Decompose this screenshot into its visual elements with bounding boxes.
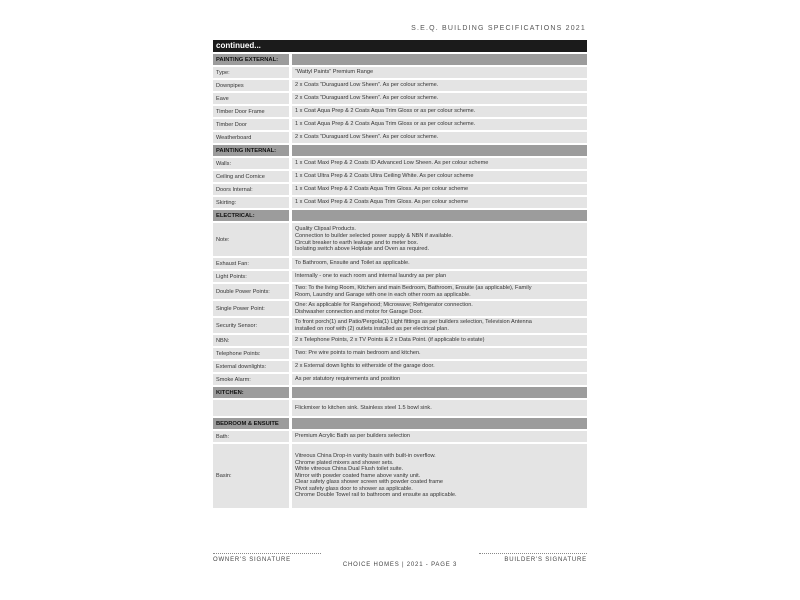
spec-row — [213, 444, 587, 508]
spec-label: Skirting: — [213, 197, 289, 208]
continued-heading: continued... — [213, 40, 587, 52]
spec-value-line: installed on roof with (2) outlets installed as per electrical plan. — [295, 325, 449, 332]
spec-value-line: 2 x Coats “Duraguard Low Sheen”. As per colour scheme. — [295, 134, 439, 141]
spec-label: Single Power Point: — [213, 301, 289, 316]
spec-row — [213, 80, 587, 91]
spec-value-line: Mirror with powder coated frame above vanity unit. — [295, 472, 421, 479]
spec-value-line: As per statutory requirements and position — [295, 376, 401, 383]
spec-value-line: 1 x Coat Maxi Prep & 2 Coats ID Advanced Low Sheen. As per colour scheme — [295, 160, 489, 167]
section-header — [213, 387, 587, 398]
document-header-title: S.E.Q. BUILDING SPECIFICATIONS 2021 — [411, 25, 586, 32]
spec-row — [213, 119, 587, 130]
section-header-fill — [292, 145, 587, 156]
spec-row — [213, 400, 587, 416]
spec-label: Basin: — [213, 444, 289, 508]
spec-row — [213, 271, 587, 282]
spec-value-line: 1 x Coat Aqua Prep & 2 Coats Aqua Trim Gloss or as per colour scheme. — [295, 121, 476, 128]
spec-value-line: 1 x Coat Aqua Prep & 2 Coats Aqua Trim Gloss or as per colour scheme. — [295, 108, 476, 115]
spec-value-line: 2 x External down lights to eitherside of the garage door. — [295, 363, 435, 370]
spec-value — [292, 158, 587, 169]
spec-value — [292, 284, 587, 299]
section-header-fill — [292, 387, 587, 398]
spec-label: Light Points: — [213, 271, 289, 282]
spec-value — [292, 271, 587, 282]
section-header — [213, 210, 587, 221]
spec-label: Exhaust Fan: — [213, 258, 289, 269]
builder-signature-line: BUILDER'S SIGNATURE — [479, 553, 587, 563]
spec-value-line: “Wattyl Paints” Premium Range — [295, 69, 374, 76]
spec-label: Note: — [213, 223, 289, 256]
spec-value — [292, 400, 587, 416]
spec-value-line: Circuit breaker to earth leakage and to meter box. — [295, 239, 419, 246]
spec-value-line: Premium Acrylic Bath as per builders selection — [295, 433, 411, 440]
spec-label: NBN: — [213, 335, 289, 346]
section-header-fill — [292, 54, 587, 65]
section-title: BEDROOM & ENSUITE — [213, 418, 289, 429]
spec-value — [292, 258, 587, 269]
spec-value-line: Internally - one to each room and internal laundry as per plan — [295, 273, 447, 280]
section-header — [213, 418, 587, 429]
spec-label: Double Power Points: — [213, 284, 289, 299]
spec-value — [292, 67, 587, 78]
page-footer — [213, 553, 587, 573]
spec-row — [213, 431, 587, 442]
spec-row — [213, 318, 587, 333]
spec-value — [292, 444, 587, 508]
spec-label: Telephone Points: — [213, 348, 289, 359]
spec-value — [292, 431, 587, 442]
spec-row — [213, 348, 587, 359]
section-title: PAINTING INTERNAL: — [213, 145, 289, 156]
spec-value-line: One: As applicable for Rangehood; Microwave; Refrigerator connection. — [295, 301, 473, 308]
spec-row — [213, 171, 587, 182]
section-title: ELECTRICAL: — [213, 210, 289, 221]
section-header-fill — [292, 210, 587, 221]
spec-row — [213, 374, 587, 385]
spec-row — [213, 335, 587, 346]
spec-label: Walls: — [213, 158, 289, 169]
spec-value — [292, 119, 587, 130]
spec-label: Timber Door — [213, 119, 289, 130]
spec-value — [292, 348, 587, 359]
section-title: PAINTING EXTERNAL: — [213, 54, 289, 65]
spec-label: Smoke Alarm: — [213, 374, 289, 385]
spec-value-line: Vitreous China Drop-in vanity basin with built-in overflow. — [295, 452, 436, 459]
spec-value — [292, 80, 587, 91]
spec-label: Ceiling and Cornice — [213, 171, 289, 182]
spec-value-line: 2 x Telephone Points, 2 x TV Points & 2 x Data Point. (if applicable to estate) — [295, 337, 485, 344]
spec-label: External downlights: — [213, 361, 289, 372]
spec-row — [213, 184, 587, 195]
spec-value-line: Pivot safety glass door to shower as applicable. — [295, 485, 413, 492]
spec-row — [213, 284, 587, 299]
spec-value-line: Isolating switch above Hotplate and Oven as required. — [295, 246, 430, 253]
spec-value-line: White vitreous China Dual Flush toilet suite. — [295, 466, 404, 473]
spec-row — [213, 106, 587, 117]
spec-value-line: Room, Laundry and Garage with one in each other room as applicable. — [295, 291, 471, 298]
spec-label — [213, 400, 289, 416]
section-title: KITCHEN: — [213, 387, 289, 398]
spec-value — [292, 197, 587, 208]
spec-value — [292, 223, 587, 256]
spec-value — [292, 301, 587, 316]
spec-value — [292, 184, 587, 195]
spec-label: Security Sensor: — [213, 318, 289, 333]
spec-row — [213, 197, 587, 208]
spec-value-line: Dishwasher connection and motor for Garage Door. — [295, 308, 423, 315]
spec-value-line: To Bathroom, Ensuite and Toilet as applicable. — [295, 260, 410, 267]
page-label: CHOICE HOMES | 2021 - PAGE 3 — [342, 562, 458, 568]
spec-row — [213, 93, 587, 104]
spec-label: Eave — [213, 93, 289, 104]
spec-label: Type: — [213, 67, 289, 78]
spec-value-line: Two: Pre wire points to main bedroom and kitchen. — [295, 350, 421, 357]
spec-value-line: 1 x Coat Maxi Prep & 2 Coats Aqua Trim Gloss. As per colour scheme — [295, 186, 469, 193]
spec-value — [292, 374, 587, 385]
spec-label: Bath: — [213, 431, 289, 442]
spec-row — [213, 132, 587, 143]
spec-value — [292, 132, 587, 143]
spec-value-line: Chrome Double Towel rail to bathroom and ensuite as applicable. — [295, 492, 457, 499]
spec-row — [213, 301, 587, 316]
spec-row — [213, 223, 587, 256]
spec-row — [213, 258, 587, 269]
spec-value — [292, 361, 587, 372]
spec-value — [292, 93, 587, 104]
spec-value-line: Chrome plated mixers and shower sets. — [295, 459, 394, 466]
spec-value — [292, 335, 587, 346]
spec-row — [213, 67, 587, 78]
spec-value — [292, 171, 587, 182]
spec-value-line: 1 x Coat Maxi Prep & 2 Coats Aqua Trim Gloss. As per colour scheme — [295, 199, 469, 206]
spec-row — [213, 361, 587, 372]
owner-signature-line: OWNER'S SIGNATURE — [213, 553, 321, 563]
spec-label: Doors Internal: — [213, 184, 289, 195]
spec-value — [292, 106, 587, 117]
spec-label: Timber Door Frame — [213, 106, 289, 117]
spec-value-line: 2 x Coats “Duraguard Low Sheen”. As per colour scheme. — [295, 95, 439, 102]
spec-value-line: To front porch(1) and Patio/Pergola(1) Light fittings as per builders selection, Television Antenna — [295, 318, 532, 325]
spec-value-line: Quality Clipsal Products. — [295, 226, 356, 233]
spec-value-line: Two: To the living Room, Kitchen and main Bedroom, Bathroom, Ensuite (as applicable), Family — [295, 284, 532, 291]
spec-value-line: Connection to builder selected power supply & NBN if available. — [295, 232, 453, 239]
section-header — [213, 54, 587, 65]
spec-value-line: 2 x Coats “Duraguard Low Sheen”. As per colour scheme. — [295, 82, 439, 89]
spec-label: Weatherboard — [213, 132, 289, 143]
spec-value-line: Flickmixer to kitchen sink. Stainless steel 1.5 bowl sink. — [295, 404, 432, 411]
spec-value — [292, 318, 587, 333]
spec-value-line: 1 x Coat Ultra Prep & 2 Coats Ultra Ceiling White. As per colour scheme — [295, 173, 474, 180]
spec-row — [213, 158, 587, 169]
spec-value-line: Clear safety glass shower screen with powder coated frame — [295, 479, 443, 486]
section-header — [213, 145, 587, 156]
spec-label: Downpipes — [213, 80, 289, 91]
section-header-fill — [292, 418, 587, 429]
spec-rows — [213, 54, 587, 508]
specification-table — [213, 40, 587, 510]
